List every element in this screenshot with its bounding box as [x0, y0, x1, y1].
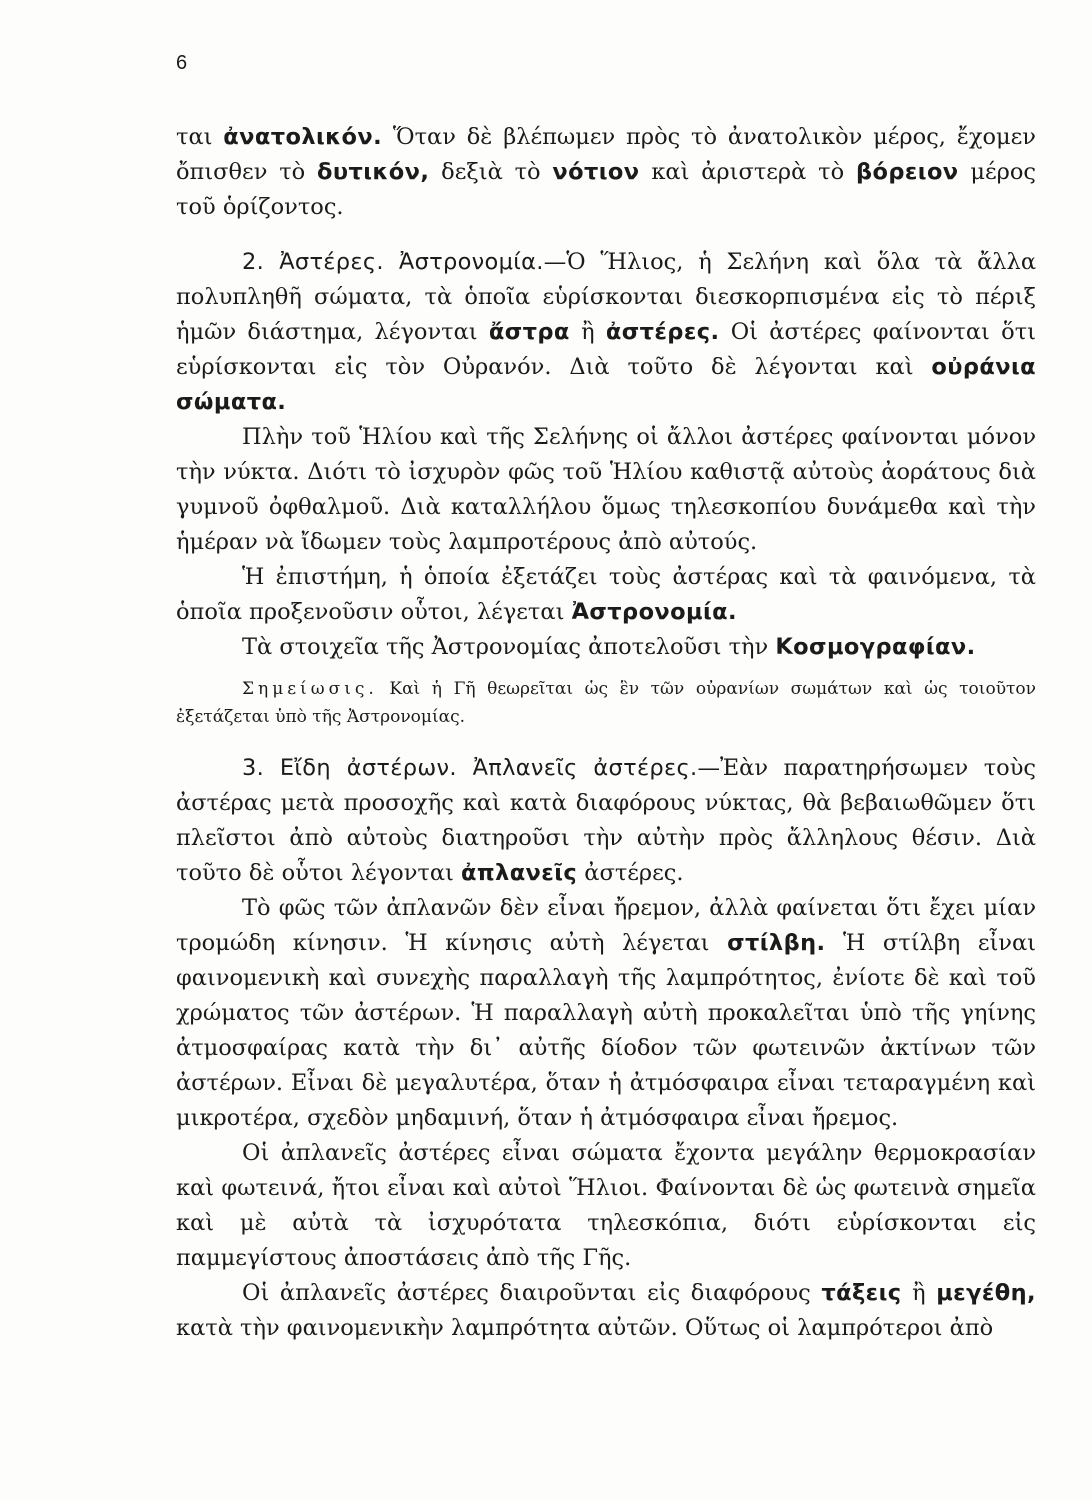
text-run: ται: [176, 124, 224, 150]
section-heading-3: 3. Εἴδη ἀστέρων. Ἀπλανεῖς ἀστέρες.: [242, 755, 698, 781]
term-megethi: μεγέθη,: [936, 1280, 1036, 1306]
term-boreion: βόρειον: [855, 159, 959, 185]
text-run: ἀστέρες.: [577, 860, 684, 886]
text-run: ἢ: [569, 319, 606, 345]
text-run: Ἡ στίλβη εἶναι φαινομενικὴ καὶ συνεχὴς παραλλαγὴ τῆς λαμπρότητος, ἐνίοτε δὲ καὶ τοῦ χρώματος τῶν ἀστέρων. Ἡ παραλλαγὴ αὐτὴ προκαλεῖται ὑπὸ τῆς γηίνης ἀτμοσφαίρας κατὰ τὴν δι᾽ αὐτῆς δίοδον τῶν φωτεινῶν ἀκτίνων τῶν ἀστέρων. Εἶναι δὲ μεγαλυτέρα, ὅταν ἡ ἀτμόσφαιρα εἶναι τεταραγμένη καὶ μικροτέρα, σχεδὸν μηδαμινή, ὅταν ἡ ἀτμόσφαιρα εἶναι ἤρεμος.: [176, 930, 1036, 1131]
text-run: καὶ ἀριστερὰ τὸ: [639, 159, 856, 185]
term-ourania-somata: οὐράνια σώματα.: [176, 354, 1036, 415]
text-run: κατὰ τὴν φαινομενικὴν λαμπρότητα αὐτῶν. Οὕτως οἱ λαμπρότεροι ἀπὸ: [176, 1315, 994, 1341]
paragraph-science: [176, 560, 1036, 630]
text-run: Τὸ φῶς τῶν ἀπλανῶν δὲν εἶναι ἤρεμον, ἀλλὰ φαίνεται ὅτι ἔχει μίαν τρομώδη κίνησιν. Ἡ κίνησις αὐτὴ λέγεται: [176, 895, 1036, 956]
term-asteres: ἀστέρες.: [605, 319, 720, 345]
term-notion: νότιον: [552, 159, 640, 185]
paragraph-suns: Οἱ ἀπλανεῖς ἀστέρες εἶναι σώματα ἔχοντα μεγάλην θερμοκρασίαν καὶ φωτεινά, ἤτοι εἶναι καὶ αὐτοὶ Ἥλιοι. Φαίνονται δὲ ὡς φωτεινὰ σημεῖα καὶ μὲ αὐτὰ τὰ ἰσχυρότατα τηλεσκόπια, διότι εὑρίσκονται εἰς παμμεγίστους ἀποστάσεις ἀπὸ τῆς Γῆς.: [176, 1140, 1036, 1271]
text-run: —Ἐὰν παρατηρήσωμεν τοὺς ἀστέρας μετὰ προσοχῆς καὶ κατὰ διαφόρους νύκτας, θὰ βεβαιωθῶμεν ὅτι πλεῖστοι ἀπὸ αὐτοὺς διατηροῦσι τὴν αὐτὴν πρὸς ἄλληλους θέσιν. Διὰ τοῦτο δὲ οὗτοι λέγονται: [176, 755, 1036, 886]
text-run: δεξιὰ τὸ: [429, 159, 553, 185]
text-run: Ἡ ἐπιστήμη, ἡ ὁποία ἐξετάζει τοὺς ἀστέρας καὶ τὰ φαινόμενα, τὰ ὁποῖα προξενοῦσιν οὗτοι, λέγεται: [176, 564, 1036, 625]
text-run: μέρος τοῦ ὁρίζοντος.: [176, 159, 1037, 220]
term-astra: ἄστρα: [488, 319, 570, 345]
paragraph-twinkle: [176, 891, 1036, 1136]
paragraph-section-2: [176, 245, 1036, 420]
term-kosmografia: Κοσμογραφίαν.: [775, 634, 976, 660]
term-astronomia: Ἀστρονομία.: [571, 599, 737, 625]
section-heading-2: 2. Ἀστέρες. Ἀστρονομία.: [242, 249, 544, 275]
text-run: —Ὁ Ἥλιος, ἡ Σελήνη καὶ ὅλα τὰ ἄλλα πολυπληθῆ σώματα, τὰ ὁποῖα εὑρίσκονται διεσκορπισμένα εἰς τὸ πέριξ ἡμῶν διάστημα, λέγονται: [176, 249, 1037, 345]
page-number: 6: [176, 52, 188, 74]
note: [176, 675, 1036, 731]
paragraph-visibility: Πλὴν τοῦ Ἡλίου καὶ τῆς Σελήνης οἱ ἄλλοι ἀστέρες φαίνονται μόνον τὴν νύκτα. Διότι τὸ ἰσχυρὸν φῶς τοῦ Ἡλίου καθιστᾷ αὐτοὺς ἀοράτους διὰ γυμνοῦ ὀφθαλμοῦ. Διὰ καταλλήλου ὅμως τηλεσκοπίου δυνάμεθα καὶ τὴν ἡμέραν νὰ ἴδωμεν τοὺς λαμπροτέρους ἀπὸ αὐτούς.: [176, 424, 1036, 555]
text-run: Οἱ ἀπλανεῖς ἀστέρες διαιροῦνται εἰς διαφόρους: [242, 1280, 822, 1306]
paragraph-cosmography: [176, 630, 1036, 665]
term-anatolikon: ἀνατολικόν.: [223, 124, 383, 150]
term-stilvi: στίλβη.: [727, 930, 826, 956]
term-taxeis: τάξεις: [821, 1280, 902, 1306]
paragraph-section-3: [176, 751, 1036, 891]
paragraph-intro: [176, 120, 1036, 225]
text-run: ἢ: [901, 1280, 937, 1306]
term-aplaneis: ἀπλανεῖς: [461, 860, 578, 886]
text-run: Ὅταν δὲ βλέπωμεν πρὸς τὸ ἀνατολικὸν μέρος, ἔχομεν ὄπισθεν τὸ: [176, 124, 1036, 185]
text-run: Οἱ ἀστέρες φαίνονται ὅτι εὑρίσκονται εἰς τὸν Οὐρανόν. Διὰ τοῦτο δὲ λέγονται καὶ: [176, 319, 1036, 380]
note-label: Σημείωσις.: [242, 679, 378, 699]
note-text: Καὶ ἡ Γῆ θεωρεῖται ὡς ἓν τῶν οὐρανίων σωμάτων καὶ ὡς τοιοῦτον ἐξετάζεται ὑπὸ τῆς Ἀστρονομίας.: [176, 679, 1036, 727]
page-body: [176, 120, 1036, 1346]
text-run: Τὰ στοιχεῖα τῆς Ἀστρονομίας ἀποτελοῦσι τὴν: [242, 634, 776, 660]
paragraph-classes: [176, 1276, 1036, 1346]
term-dytikon: δυτικόν,: [317, 159, 430, 185]
